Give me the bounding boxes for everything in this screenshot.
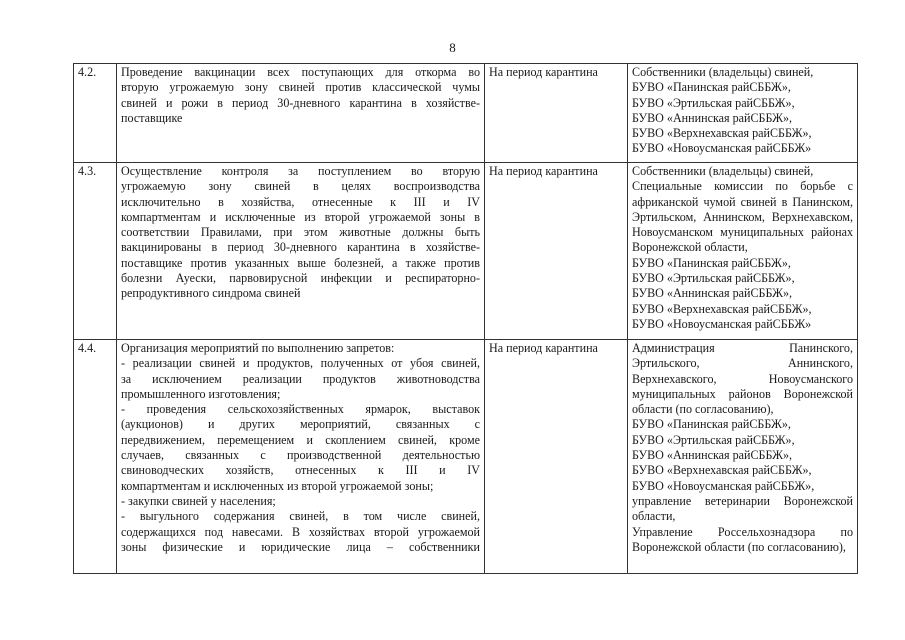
executor-line: БУВО «Панинская райСББЖ», <box>632 80 791 95</box>
executors-cell <box>628 340 858 574</box>
executor-line: африканской чумой свиней в Панинском, <box>632 194 853 209</box>
action-line: - проведения сельскохозяйственных ярмарок, выставок <box>121 402 480 417</box>
action-line: Проведение вакцинации всех поступающих для откорма во <box>121 65 480 79</box>
table-row <box>74 163 858 340</box>
action-line: компартментам и исключенных из второй угрожаемой зоны; <box>121 478 434 493</box>
action-line: - выгульного содержания свиней, в том числе свиней, <box>121 509 480 524</box>
action-line: свиней и рожи в период 30-дневного карантина в хозяйстве- <box>121 95 480 110</box>
executor-line: Воронежской области, <box>632 240 748 255</box>
executor-line: Администрация Панинского, <box>632 341 853 355</box>
action-line: угрожаемую зону свиней в целях воспроизводства <box>121 179 480 194</box>
page-number: 8 <box>449 40 456 55</box>
action-line: свиноводческих хозяйств, отнесенных к III и IV <box>121 463 480 478</box>
row-number: 4.4. <box>74 340 117 574</box>
row-number: 4.3. <box>74 163 117 340</box>
action-cell <box>117 64 485 163</box>
action-line: - закупки свиней у населения; <box>121 493 276 508</box>
table-row <box>74 340 858 574</box>
executor-line: БУВО «Панинская райСББЖ», <box>632 417 791 432</box>
action-line: зоны физические и юридические лица – собственники <box>121 539 480 554</box>
executor-line: Специальные комиссии по борьбе с <box>632 179 853 194</box>
executor-line: БУВО «Аннинская райСББЖ», <box>632 286 793 301</box>
executor-line: БУВО «Верхнехавская райСББЖ», <box>632 463 812 478</box>
executors-cell <box>628 163 858 340</box>
executor-line: муниципальных районов Воронежской <box>632 386 853 401</box>
executor-line: БУВО «Панинская райСББЖ», <box>632 255 791 270</box>
action-cell <box>117 340 485 574</box>
action-line: передвижением, перемещением и скоплением свиней, кроме <box>121 432 480 447</box>
executor-line: Собственники (владельцы) свиней, <box>632 164 814 178</box>
executor-line: управление ветеринарии Воронежской <box>632 493 853 508</box>
action-line: соответствии Правилами, при этом животные должны быть <box>121 225 480 240</box>
executor-line: области, <box>632 509 676 524</box>
action-line: содержащихся под навесами. В хозяйствах второй угрожаемой <box>121 524 480 539</box>
executor-line: Воронежской области (по согласованию), <box>632 539 846 554</box>
action-line: вакцинированы в период 30-дневного карантина в хозяйстве- <box>121 240 480 255</box>
executor-line: Эртильского, Аннинского, <box>632 356 853 371</box>
executor-line: Эртильском, Аннинском, Верхнехавском, <box>632 209 853 224</box>
action-line: репродуктивного синдрома свиней <box>121 286 301 301</box>
executor-line: БУВО «Аннинская райСББЖ», <box>632 448 793 463</box>
action-line: Осуществление контроля за поступлением во вторую <box>121 164 480 178</box>
executor-line: БУВО «Новоусманская райСББЖ» <box>632 141 812 156</box>
executor-line: БУВО «Эртильская райСББЖ», <box>632 271 795 286</box>
executor-line: БУВО «Новоусманская райСББЖ», <box>632 478 815 493</box>
executor-line: области (по согласованию), <box>632 402 774 417</box>
action-cell <box>117 163 485 340</box>
executor-line: БУВО «Аннинская райСББЖ», <box>632 110 793 125</box>
action-line: болезни Ауески, парвовирусной инфекции и респираторно- <box>121 271 480 286</box>
executor-line: Собственники (владельцы) свиней, <box>632 65 814 79</box>
executor-line: БУВО «Новоусманская райСББЖ» <box>632 316 812 331</box>
action-line: исключительно в хозяйства, отнесенные к III и IV <box>121 194 480 209</box>
action-line: промышленного изготовления; <box>121 386 281 401</box>
executor-line: БУВО «Верхнехавская райСББЖ», <box>632 126 812 141</box>
executor-line: БУВО «Верхнехавская райСББЖ», <box>632 301 812 316</box>
action-line: - реализации свиней и продуктов, полученных от убоя свиней, <box>121 356 480 371</box>
action-line: вторую угрожаемую зону свиней против классической чумы <box>121 80 480 95</box>
executor-line: Новоусманском муниципальных районах <box>632 225 853 240</box>
term-cell: На период карантина <box>485 340 628 574</box>
executor-line: БУВО «Эртильская райСББЖ», <box>632 432 795 447</box>
executors-cell <box>628 64 858 163</box>
action-line: за исключением реализации продуктов животноводства <box>121 371 480 386</box>
measures-table <box>73 63 858 574</box>
row-number: 4.2. <box>74 64 117 163</box>
action-line: поставщике против указанных выше болезней, а также против <box>121 255 480 270</box>
table-row <box>74 64 858 163</box>
term-cell: На период карантина <box>485 64 628 163</box>
executor-line: Верхнехавского, Новоусманского <box>632 371 853 386</box>
executor-line: БУВО «Эртильская райСББЖ», <box>632 95 795 110</box>
action-line: (аукционов) и других мероприятий, связанных с <box>121 417 480 432</box>
action-line: Организация мероприятий по выполнению запретов: <box>121 341 395 355</box>
action-line: случаев, связанных с производственной деятельностью <box>121 448 480 463</box>
action-line: компартментам и исключенные из второй угрожаемой зоны в <box>121 209 480 224</box>
term-cell: На период карантина <box>485 163 628 340</box>
executor-line: Управление Россельхознадзора по <box>632 524 853 539</box>
action-line: поставщике <box>121 110 183 125</box>
